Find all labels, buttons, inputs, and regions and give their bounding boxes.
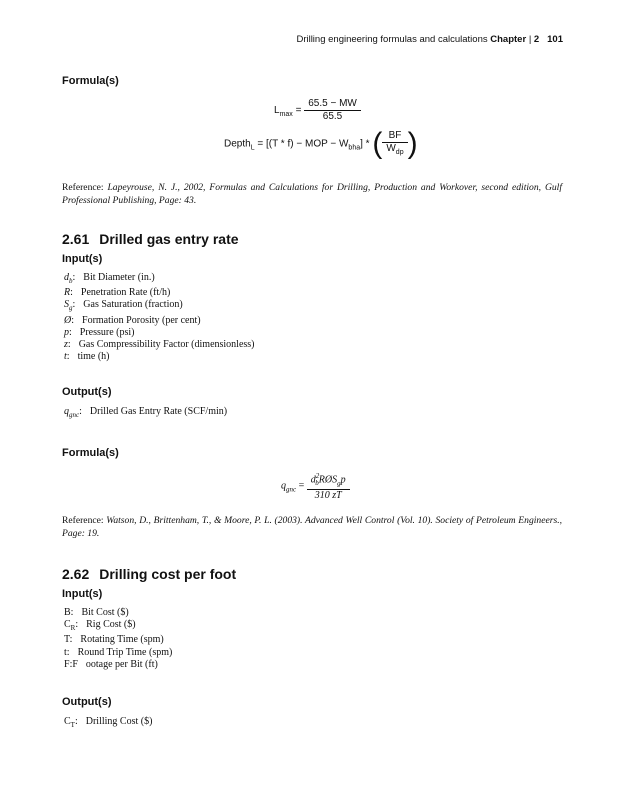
variable-symbol: T:	[64, 634, 73, 646]
variable-symbol: $C_T$:	[64, 716, 78, 729]
variable-row	[64, 619, 172, 634]
variable-symbol: $C_R$:	[64, 619, 79, 633]
section-title-261: 2.61 Drilled gas entry rate	[62, 231, 239, 247]
variable-description: ootage per Bit (ft)	[85, 658, 158, 670]
variable-symbol: $d_b$:	[64, 272, 76, 285]
variable-row	[64, 272, 255, 287]
equation-gas-entry: $q_{gnc}$ = $\frac{d^2_bRØS_gp}{310 zT}$	[281, 470, 350, 502]
variable-row	[64, 351, 255, 363]
variable-description: time (h)	[77, 351, 110, 363]
variable-symbol: B:	[64, 607, 74, 618]
variable-row	[64, 299, 255, 314]
output-list-262	[64, 716, 152, 731]
variable-description: Bit Cost ($)	[81, 607, 129, 618]
variable-row	[64, 315, 255, 327]
equation-depth: Depth$_L$ = [(T * f) − MOP − $W_{bha}$] * ( $\frac{BF}{W_{dp}}$ )	[224, 127, 418, 160]
input-heading-262: Input(s)	[62, 588, 103, 600]
input-list-262	[64, 607, 172, 671]
variable-description: Rig Cost ($)	[86, 619, 136, 631]
variable-symbol: $q_{gnc}$:	[64, 406, 82, 419]
chapter-separator: |	[528, 34, 532, 45]
variable-description: Bit Diameter (in.)	[83, 272, 155, 283]
variable-description: Rotating Time (spm)	[80, 634, 164, 646]
formula-heading-261: Formula(s)	[62, 447, 119, 459]
reference-261: Reference: Watson, D., Brittenham, T., & Moore, P. L. (2003). Advanced Well Control (Vol. 10). Society of Petroleum Engineers., Page: 19.	[62, 515, 562, 539]
page-number: 101	[547, 34, 563, 45]
variable-row	[64, 716, 152, 731]
variable-symbol: z:	[64, 339, 71, 351]
variable-symbol: R:	[64, 287, 73, 299]
reference-top: Reference: Lapeyrouse, N. J., 2002, Formulas and Calculations for Drilling, Production and Workover, second edition, Gulf Professional Publishing, Page: 43.	[62, 182, 562, 206]
variable-row	[64, 659, 172, 671]
equation-lmax-fraction: $\frac{65.5 - MW}{65.5}$	[304, 98, 361, 123]
section-title-262: 2.62 Drilling cost per foot	[62, 566, 237, 582]
variable-symbol: F:F	[64, 658, 78, 670]
output-heading-262: Output(s)	[62, 696, 112, 708]
variable-description: Round Trip Time (spm)	[77, 646, 173, 658]
variable-row	[64, 647, 172, 659]
variable-symbol: t:	[64, 646, 70, 658]
variable-symbol: $S_g$:	[64, 299, 76, 313]
variable-row	[64, 634, 172, 646]
output-heading-261: Output(s)	[62, 386, 112, 398]
variable-symbol: Ø:	[64, 314, 75, 326]
input-list-261	[64, 272, 255, 363]
variable-row	[64, 406, 227, 421]
variable-description: Pressure (psi)	[79, 326, 135, 338]
variable-description: Formation Porosity (per cent)	[82, 314, 201, 326]
variable-description: Drilled Gas Entry Rate (SCF/min)	[89, 406, 228, 417]
variable-row	[64, 287, 255, 299]
formula-heading-top: Formula(s)	[62, 75, 119, 87]
variable-row	[64, 339, 255, 351]
input-heading-261: Input(s)	[62, 253, 103, 265]
chapter-number: 2	[533, 34, 540, 45]
variable-description: Drilling Cost ($)	[85, 716, 153, 727]
variable-symbol: t:	[64, 351, 70, 363]
equation-depth-fraction: $\frac{BF}{W_{dp}}$	[382, 130, 407, 159]
running-head	[296, 34, 563, 45]
variable-description: Penetration Rate (ft/h)	[80, 287, 171, 299]
output-list-261	[64, 406, 227, 421]
chapter-label: Chapter	[490, 34, 527, 45]
variable-row	[64, 607, 172, 619]
running-head-title: Drilling engineering formulas and calculations	[296, 34, 488, 45]
variable-description: Gas Compressibility Factor (dimensionless)	[78, 339, 255, 351]
variable-description: Gas Saturation (fraction)	[83, 299, 183, 311]
variable-row	[64, 327, 255, 339]
variable-symbol: p:	[64, 326, 72, 338]
equation-lmax: $L_{max}$ = $\frac{65.5 - MW}{65.5}$	[274, 98, 361, 123]
equation-gas-entry-fraction: $\frac{d^2_bRØS_gp}{310 zT}$	[307, 470, 350, 502]
